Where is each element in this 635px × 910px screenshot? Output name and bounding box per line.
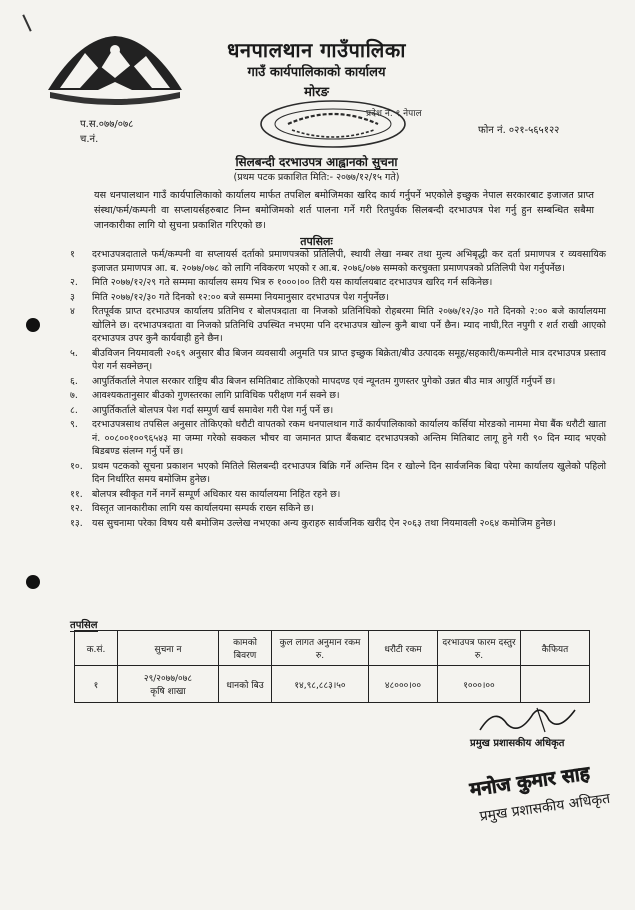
notice-note: कृषि शाखा: [150, 687, 186, 697]
signatory-title: प्रमुख प्रशासकीय अधिकृत: [470, 738, 565, 749]
condition-item: ५. बीउविजन नियमावली २०६९ अनुसार बीउ बिजन व्यवसायी अनुमति पत्र प्राप्त इच्छुक बिक्रेता/बीउ उत्पादक समूह/सहकारी/कम्पनीले मात्र दरभाउपत्र प्रस्ताव पेश गर्न सक्नेछन्।: [70, 347, 606, 372]
condition-item: ९. दरभाउपत्रसाथ तपसिल अनुसार तोकिएको धरौटी वापतको रकम धनपालथान गाउँ कार्यपालिकाको कार्यालय कर्सिया मोरङको नाममा मेघा बैंक धरौटी खाता नं. ००८००१००९६५४३ मा जम्मा गरेको सक्कल भौचर वा जमानत प्राप्त बैंकबाट दरभाउपत्रको अन्तिम मितिबाट लागू हुने गरी ९० दिन म्याद भएको बिडबण्ड संलग्न गर्नु पर्ने छ।: [70, 419, 606, 457]
notice-title: सिलबन्दी दरभाउपत्र आह्वानको सुचना: [235, 155, 398, 169]
signature-role: प्रमुख प्रशासकीय अधिकृत: [478, 790, 612, 825]
cell-notice-no: [118, 666, 219, 703]
office-name: गाउँ कार्यपालिकाको कार्यालय: [247, 65, 386, 80]
column-header: धरौटी रकम: [369, 631, 438, 666]
condition-item: ६. आपुर्तिकर्ताले नेपाल सरकार राष्ट्रिय बीउ बिजन समितिबाट तोकिएको मापदण्ड एवं न्यूनतम गुणस्तर पुगेको उन्नत बीउ मात्र आपुर्ति गर्नुपर्ने छ।: [70, 375, 556, 387]
notice-number: २९/२०७७/०७८: [143, 674, 193, 684]
cell-sn: १: [75, 666, 118, 703]
table-header-row: [75, 631, 590, 666]
initial-scribble-icon: [475, 702, 585, 736]
reference-number: प.स.०७७/०७८: [80, 119, 134, 130]
handwritten-signature: [450, 742, 635, 828]
condition-item: १०. प्रथम पटकको सूचना प्रकाशन भएको मितिले सिलबन्दी दरभाउपत्र बिक्रि गर्ने अन्तिम दिन र खोल्ने दिन सार्वजनिक बिदा परेमा कार्यालय खुलेको पहिलो दिन निर्धारित समय बमोजिम हुनेछ।: [70, 460, 606, 485]
schedule-table: [74, 630, 590, 703]
cell-deposit: ४८०००।००: [369, 666, 438, 703]
office-stamp-icon: [258, 98, 422, 150]
dispatch-number: च.नं.: [80, 134, 99, 145]
cell-estimate: १४,९८,८८३।५०: [272, 666, 369, 703]
condition-item: १३. यस सुचनामा परेका विषय यसै बमोजिम उल्लेख नभएका अन्य कुराहरु सार्वजनिक खरीद ऐन २०६३ तथा नियमावली २०६४ कमोजिम हुनेछ।: [70, 517, 556, 529]
notice-publish-date: (प्रथम पटक प्रकाशित मिति:- २०७७/१२/१५ गते): [233, 172, 400, 183]
conditions-heading: तपसिलः: [300, 235, 333, 248]
column-header: सुचना न: [118, 631, 219, 666]
condition-item: १ दरभाउपत्रदाताले फर्म/कम्पनी वा सप्लायर्स दर्ताको प्रमाणपत्रको प्रतिलिपी, स्थायी लेखा नम्बर तथा मुल्य अभिबृद्धी कर दर्ता प्रमाणपत्र र व्यवसायिक इजाजत प्रमाणपत्र आ. ब. २०७७/०७८ को लागि नविकरण भएको र आ.ब. २०७६/०७७ सम्मको करचुक्ता प्रमाणपत्रको प्रतिलिपी पेश गर्नुपर्नेछ।: [70, 249, 606, 274]
conditions-list: [70, 248, 606, 531]
office-address: मोरङ: [304, 85, 329, 100]
condition-item: ३ मिति २०७७/१२/३० गते दिनको १२:०० बजे सम्ममा नियमानुसार दरभाउपत्र पेश गर्नुपर्नेछ।: [70, 291, 389, 303]
cell-form-fee: १०००।००: [438, 666, 521, 703]
pen-tick-mark: [22, 14, 31, 31]
schedule-heading: तपसिल: [70, 620, 98, 631]
condition-item: ११. बोलपत्र स्वीकृत गर्ने नगर्ने सम्पूर्ण अधिकार यस कार्यालयमा निहित रहने छ।: [70, 488, 341, 500]
municipality-name: धनपालथान गाउँपालिका: [227, 38, 406, 62]
column-header: क.सं.: [75, 631, 118, 666]
cell-remarks: [521, 666, 590, 703]
phone-number: फोन नं. ०२१-५६५१२२: [478, 125, 560, 136]
condition-item: ७. आवश्यकतानुसार बीउको गुणस्तरका लागि प्राविधिक परीक्षण गर्न सक्ने छ।: [70, 390, 340, 401]
notice-intro: यस धनपालथान गाउँ कार्यपालिकाको कार्यालय मार्फत तपशिल बमोजिमका खरिद कार्य गर्नुपर्ने भएकोले इच्छुक नेपाल सरकारबाट इजाजत प्राप्त संस्था/फर्म/कम्पनी वा सप्लायर्सहरुबाट निम्न बमोजिमको शर्त पालना गर्ने गरी रितपुर्वक सिलबन्दी दरभाउपत्र पेश गर्नु हुन सम्बन्धित सबैमा जानकारीका लागि यो सुचना प्रकाशित गरिएको छ।: [94, 190, 594, 231]
condition-item: ४ रितपूर्वक प्राप्त दरभाउपत्र कार्यालय प्रतिनिध र बोलपत्रदाता वा निजको प्रतिनिधिको रोहबरमा मिति २०७७/१२/३० गते दिनको २:०० बजे कार्यालयमा खोलिने छ। दरभाउपत्रदाता वा निजको प्रतिनिधि उपस्थित नभएमा पनि दरभाउपत्र खोल्न कुनै बाधा पर्ने छैन। म्याद नाघी,रित नपुगी र शर्त राखी आएको दरभाउपत्र उपर कुनै कार्यवाही हुने छैन।: [70, 306, 606, 344]
column-header: कामको बिवरण: [219, 631, 272, 666]
table-row: [75, 666, 590, 703]
signature-name: मनोज कुमार साह: [468, 762, 592, 801]
condition-item: १२. विस्तृत जानकारीका लागि यस कार्यालयमा सम्पर्क राख्न सकिने छ।: [70, 503, 314, 514]
column-header: दरभाउपत्र फारम दस्तुर रु.: [438, 631, 521, 666]
condition-item: ८. आपुर्तिकर्ताले बोलपत्र पेश गर्दा सम्पुर्ण खर्च समावेश गरी पेश गर्नु पर्ने छ।: [70, 404, 334, 416]
column-header: कैफियत: [521, 631, 590, 666]
cell-work: धानको बिउ: [219, 666, 272, 703]
condition-item: २. मिति २०७७/१२/२९ गते सम्ममा कार्यालय समय भित्र रु १०००।०० तिरी यस कार्यालयबाट दरभाउपत्र खरिद गर्न सकिनेछ।: [70, 277, 493, 288]
punch-hole: [26, 575, 40, 589]
stamp-country-text: प्रदेश नं. १ नेपाल: [366, 109, 422, 119]
column-header: कुल लागत अनुमान रकम रु.: [272, 631, 369, 666]
punch-hole: [26, 318, 40, 332]
